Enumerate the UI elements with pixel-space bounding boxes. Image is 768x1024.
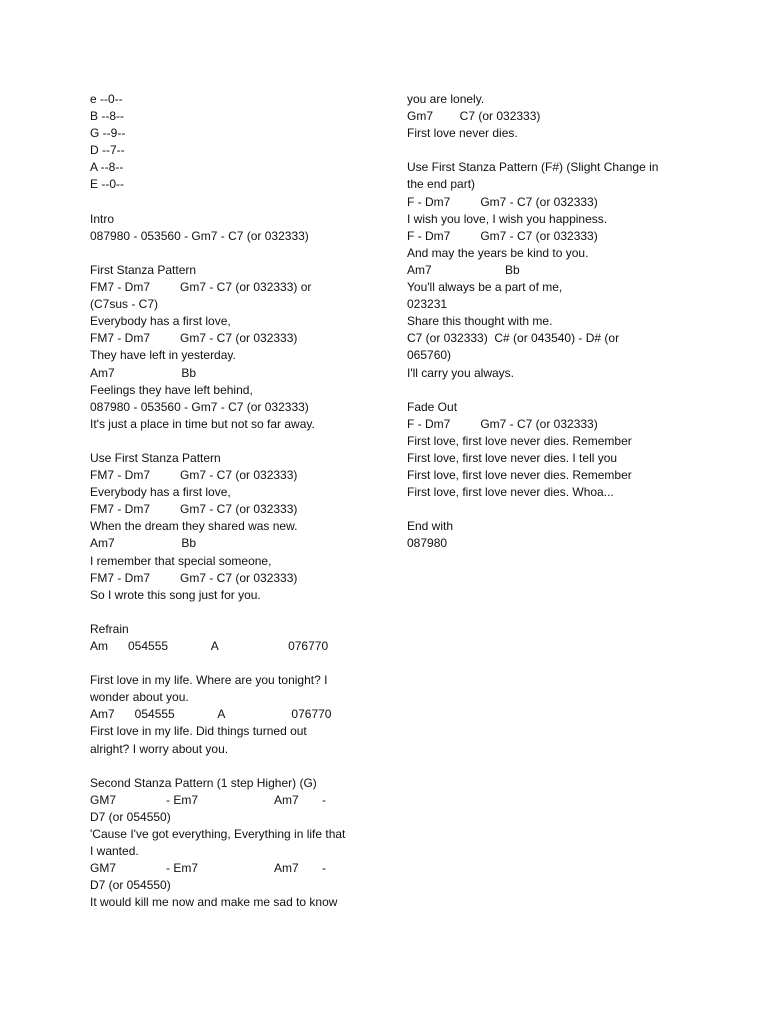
left-line: Everybody has a first love, <box>90 485 231 500</box>
left-line: FM7 - Dm7 Gm7 - C7 (or 032333) <box>90 468 298 483</box>
left-line: Am 054555 A 076770 <box>90 639 329 653</box>
left-line: 087980 - 053560 - Gm7 - C7 (or 032333) <box>90 399 309 414</box>
left-line: FM7 - Dm7 Gm7 - C7 (or 032333) <box>90 502 298 517</box>
blank-line <box>90 433 370 450</box>
blank-line <box>407 142 707 159</box>
left-line: alright? I worry about you. <box>90 741 229 756</box>
left-line: G --9-- <box>90 126 126 141</box>
left-line: When the dream they shared was new. <box>90 519 298 534</box>
left-line: wonder about you. <box>90 690 189 705</box>
right-line: And may the years be kind to you. <box>407 245 589 260</box>
left-line: Feelings they have left behind, <box>90 382 253 397</box>
right-line: 087980 <box>407 536 448 551</box>
blank-line <box>90 655 370 672</box>
left-line: I wanted. <box>90 844 139 859</box>
right-line: You'll always be a part of me, <box>407 280 563 295</box>
right-line: F - Dm7 Gm7 - C7 (or 032333) <box>407 416 598 431</box>
blank-line <box>90 245 370 262</box>
left-line: E --0-- <box>90 177 124 192</box>
left-line: D --7-- <box>90 143 125 158</box>
left-column <box>90 91 370 912</box>
right-line: First love, first love never dies. Remember <box>407 468 632 483</box>
left-line: First love in my life. Where are you tonight? I <box>90 673 328 688</box>
left-line: A --8-- <box>90 160 124 175</box>
right-line: First love never dies. <box>407 126 518 141</box>
left-line: 'Cause I've got everything, Everything in life that <box>90 827 346 842</box>
left-line: So I wrote this song just for you. <box>90 587 261 602</box>
right-line: I'll carry you always. <box>407 365 514 380</box>
right-line: End with <box>407 519 454 534</box>
left-line: D7 (or 054550) <box>90 878 171 893</box>
left-line: It would kill me now and make me sad to know <box>90 895 338 910</box>
right-line: Gm7 C7 (or 032333) <box>407 109 541 124</box>
left-line: (C7sus - C7) <box>90 297 159 312</box>
left-line: Everybody has a first love, <box>90 314 231 329</box>
left-line: Use First Stanza Pattern <box>90 450 221 465</box>
blank-line <box>90 194 370 211</box>
right-line: F - Dm7 Gm7 - C7 (or 032333) <box>407 194 598 209</box>
left-line: It's just a place in time but not so far away. <box>90 416 315 431</box>
blank-line <box>407 382 707 399</box>
blank-line <box>90 758 370 775</box>
right-line: 023231 <box>407 297 448 312</box>
right-line: Share this thought with me. <box>407 314 553 329</box>
blank-line <box>90 604 370 621</box>
right-line: I wish you love, I wish you happiness. <box>407 211 608 226</box>
left-line: 087980 - 053560 - Gm7 - C7 (or 032333) <box>90 228 309 243</box>
left-line: First Stanza Pattern <box>90 262 197 277</box>
left-line: B --8-- <box>90 109 124 124</box>
right-line: Am7 Bb <box>407 262 520 277</box>
left-line: They have left in yesterday. <box>90 348 236 363</box>
right-line: C7 (or 032333) C# (or 043540) - D# (or <box>407 331 620 346</box>
left-line: Second Stanza Pattern (1 step Higher) (G) <box>90 775 317 790</box>
right-line: First love, first love never dies. Remember <box>407 433 632 448</box>
left-line: GM7 - Em7 Am7 - <box>90 861 327 876</box>
left-line: Am7 Bb <box>90 536 197 551</box>
left-line: Am7 054555 A 076770 <box>90 707 332 722</box>
right-line: 065760) <box>407 348 452 363</box>
left-line: GM7 - Em7 Am7 - <box>90 792 327 807</box>
left-line: FM7 - Dm7 Gm7 - C7 (or 032333) <box>90 570 298 585</box>
right-line: you are lonely. <box>407 92 485 106</box>
blank-line <box>407 501 707 518</box>
left-line: FM7 - Dm7 Gm7 - C7 (or 032333) or <box>90 280 312 295</box>
right-line: F - Dm7 Gm7 - C7 (or 032333) <box>407 228 598 243</box>
right-column <box>407 91 707 553</box>
right-line: First love, first love never dies. I tell you <box>407 450 618 465</box>
right-line: Fade Out <box>407 399 458 414</box>
left-line: First love in my life. Did things turned out <box>90 724 307 739</box>
right-line: First love, first love never dies. Whoa... <box>407 485 614 500</box>
left-line: Intro <box>90 211 115 226</box>
left-line: D7 (or 054550) <box>90 809 171 824</box>
right-line: Use First Stanza Pattern (F#) (Slight Change in <box>407 160 659 175</box>
left-line: I remember that special someone, <box>90 553 272 568</box>
left-line: Refrain <box>90 621 129 636</box>
right-line: the end part) <box>407 177 476 192</box>
left-line: FM7 - Dm7 Gm7 - C7 (or 032333) <box>90 331 298 346</box>
left-line: Am7 Bb <box>90 365 197 380</box>
left-line: e --0-- <box>90 92 123 106</box>
